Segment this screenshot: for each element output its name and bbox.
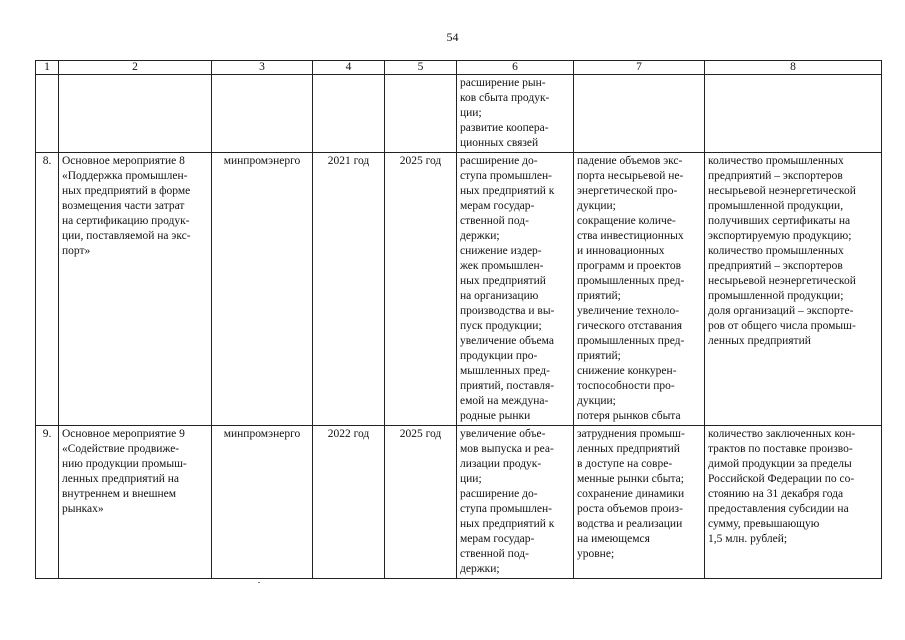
end-year-cell: [385, 75, 457, 153]
text-line: тоспособности про-: [577, 380, 675, 392]
text-line: пуск продукции;: [460, 320, 542, 332]
header-cell: 8: [705, 61, 882, 75]
text-line: трактов по поставке произво-: [708, 443, 853, 455]
text-line: мерам государ-: [460, 200, 535, 212]
text-line: дукции;: [577, 200, 616, 212]
text-line: промышленных пред-: [577, 275, 685, 287]
text-line: в доступе на совре-: [577, 458, 673, 470]
text-line: мерам государ-: [460, 533, 535, 545]
text-line: ции;: [460, 107, 482, 119]
text-line: ступа промышлен-: [460, 170, 552, 182]
table-row: [36, 75, 882, 153]
header-cell: 7: [574, 61, 705, 75]
text-line: ленных предприятий: [577, 443, 680, 455]
text-line: сохранение динамики: [577, 488, 685, 500]
text-line: Основное мероприятие 9: [62, 428, 185, 440]
scan-speck: [258, 582, 260, 583]
text-line: менные рынки сбыта;: [577, 473, 684, 485]
row-number: 8.: [36, 153, 59, 426]
text-line: лизации продук-: [460, 458, 542, 470]
measure-name-cell: [59, 75, 212, 153]
text-line: сокращение количе-: [577, 215, 676, 227]
indicators-cell: [705, 153, 882, 426]
text-line: порт»: [62, 245, 91, 257]
text-line: приятий;: [577, 350, 621, 362]
text-line: ционных связей: [460, 137, 539, 149]
text-line: на имеющемся: [577, 533, 650, 545]
text-line: расширение до-: [460, 155, 538, 167]
text-line: энергетической про-: [577, 185, 678, 197]
text-line: емой на междуна-: [460, 395, 549, 407]
text-line: промышленных пред-: [577, 335, 685, 347]
text-line: нию продукции промыш-: [62, 458, 187, 470]
text-line: падение объемов экс-: [577, 155, 683, 167]
text-line: порта несырьевой не-: [577, 170, 684, 182]
table-header-row: [36, 61, 882, 75]
text-line: на сертификацию продук-: [62, 215, 190, 227]
text-line: снижение издер-: [460, 245, 542, 257]
text-line: жек промышлен-: [460, 260, 544, 272]
text-line: получивших сертификаты на: [708, 215, 851, 227]
text-line: количество промышленных: [708, 155, 844, 167]
text-line: количество промышленных: [708, 245, 844, 257]
row-number: 9.: [36, 426, 59, 579]
text-line: производства и вы-: [460, 305, 555, 317]
text-line: Основное мероприятие 8: [62, 155, 185, 167]
text-line: ных предприятий в форме: [62, 185, 191, 197]
text-line: развитие коопера-: [460, 122, 549, 134]
consequences-cell: [574, 153, 705, 426]
text-line: промышленной продукции,: [708, 200, 844, 212]
text-line: количество заключенных кон-: [708, 428, 856, 440]
end-year-cell: 2025 год: [385, 426, 457, 579]
header-cell: 5: [385, 61, 457, 75]
row-number: [36, 75, 59, 153]
text-line: экспортируемую продукцию;: [708, 230, 852, 242]
consequences-cell: [574, 75, 705, 153]
text-line: предприятий – экспортеров: [708, 170, 843, 182]
text-line: «Содействие продвиже-: [62, 443, 180, 455]
text-line: ленных предприятий на: [62, 473, 180, 485]
header-cell: 6: [457, 61, 574, 75]
text-line: ных предприятий: [460, 275, 546, 287]
text-line: ства инвестиционных: [577, 230, 684, 242]
text-line: держки;: [460, 230, 500, 242]
executor-cell: [212, 75, 313, 153]
text-line: программ и проектов: [577, 260, 682, 272]
text-line: ственной под-: [460, 548, 529, 560]
start-year-cell: [313, 75, 385, 153]
expected-result-cell: [457, 426, 574, 579]
header-cell: 4: [313, 61, 385, 75]
text-line: родные рынки: [460, 410, 531, 422]
text-line: приятий;: [577, 290, 621, 302]
expected-result-cell: [457, 75, 574, 153]
text-line: приятий, поставля-: [460, 380, 555, 392]
executor-cell: минпромэнерго: [212, 426, 313, 579]
text-line: увеличение объема: [460, 335, 554, 347]
header-cell: 1: [36, 61, 59, 75]
text-line: ков сбыта продук-: [460, 92, 550, 104]
text-line: дукции;: [577, 395, 616, 407]
text-line: предоставления субсидии на: [708, 503, 849, 515]
expected-result-cell: [457, 153, 574, 426]
text-line: роста объемов произ-: [577, 503, 683, 515]
header-cell: 2: [59, 61, 212, 75]
text-line: стоянию на 31 декабря года: [708, 488, 844, 500]
text-line: предприятий – экспортеров: [708, 260, 843, 272]
text-line: гического отставания: [577, 320, 683, 332]
text-line: внутреннем и внешнем: [62, 488, 177, 500]
table-row: [36, 153, 882, 426]
text-line: ных предприятий к: [460, 518, 555, 530]
text-line: Российской Федерации по со-: [708, 473, 855, 485]
text-line: держки;: [460, 563, 500, 575]
measure-name-cell: [59, 426, 212, 579]
indicators-cell: [705, 426, 882, 579]
text-line: увеличение техноло-: [577, 305, 680, 317]
text-line: увеличение объе-: [460, 428, 546, 440]
text-line: возмещения части затрат: [62, 200, 185, 212]
text-line: ленных предприятий: [708, 335, 811, 347]
indicators-cell: [705, 75, 882, 153]
end-year-cell: 2025 год: [385, 153, 457, 426]
executor-cell: минпромэнерго: [212, 153, 313, 426]
table-row: [36, 426, 882, 579]
text-line: несырьевой неэнергетической: [708, 185, 856, 197]
page-number: 54: [446, 30, 459, 44]
text-line: ственной под-: [460, 215, 529, 227]
text-line: водства и реализации: [577, 518, 683, 530]
text-line: продукции про-: [460, 350, 538, 362]
text-line: потеря рынков сбыта: [577, 410, 681, 422]
text-line: снижение конкурен-: [577, 365, 677, 377]
text-line: 1,5 млн. рублей;: [708, 533, 788, 545]
measures-table: [35, 60, 882, 579]
text-line: ступа промышлен-: [460, 503, 552, 515]
text-line: промышленной продукции;: [708, 290, 844, 302]
consequences-cell: [574, 426, 705, 579]
measure-name-cell: [59, 153, 212, 426]
text-line: димой продукции за пределы: [708, 458, 852, 470]
text-line: расширение рын-: [460, 77, 546, 89]
text-line: на организацию: [460, 290, 539, 302]
text-line: мов выпуска и реа-: [460, 443, 554, 455]
text-line: мышленных пред-: [460, 365, 550, 377]
text-line: затруднения промыш-: [577, 428, 685, 440]
text-line: ции, поставляемой на экс-: [62, 230, 191, 242]
start-year-cell: 2021 год: [313, 153, 385, 426]
header-cell: 3: [212, 61, 313, 75]
text-line: ров от общего числа промыш-: [708, 320, 856, 332]
text-line: доля организаций – экспорте-: [708, 305, 854, 317]
text-line: расширение до-: [460, 488, 538, 500]
text-line: уровне;: [577, 548, 615, 560]
text-line: ции;: [460, 473, 482, 485]
text-line: и инновационных: [577, 245, 665, 257]
start-year-cell: 2022 год: [313, 426, 385, 579]
text-line: рынках»: [62, 503, 104, 515]
text-line: ных предприятий к: [460, 185, 555, 197]
text-line: сумму, превышающую: [708, 518, 820, 530]
text-line: «Поддержка промышлен-: [62, 170, 188, 182]
text-line: несырьевой неэнергетической: [708, 275, 856, 287]
